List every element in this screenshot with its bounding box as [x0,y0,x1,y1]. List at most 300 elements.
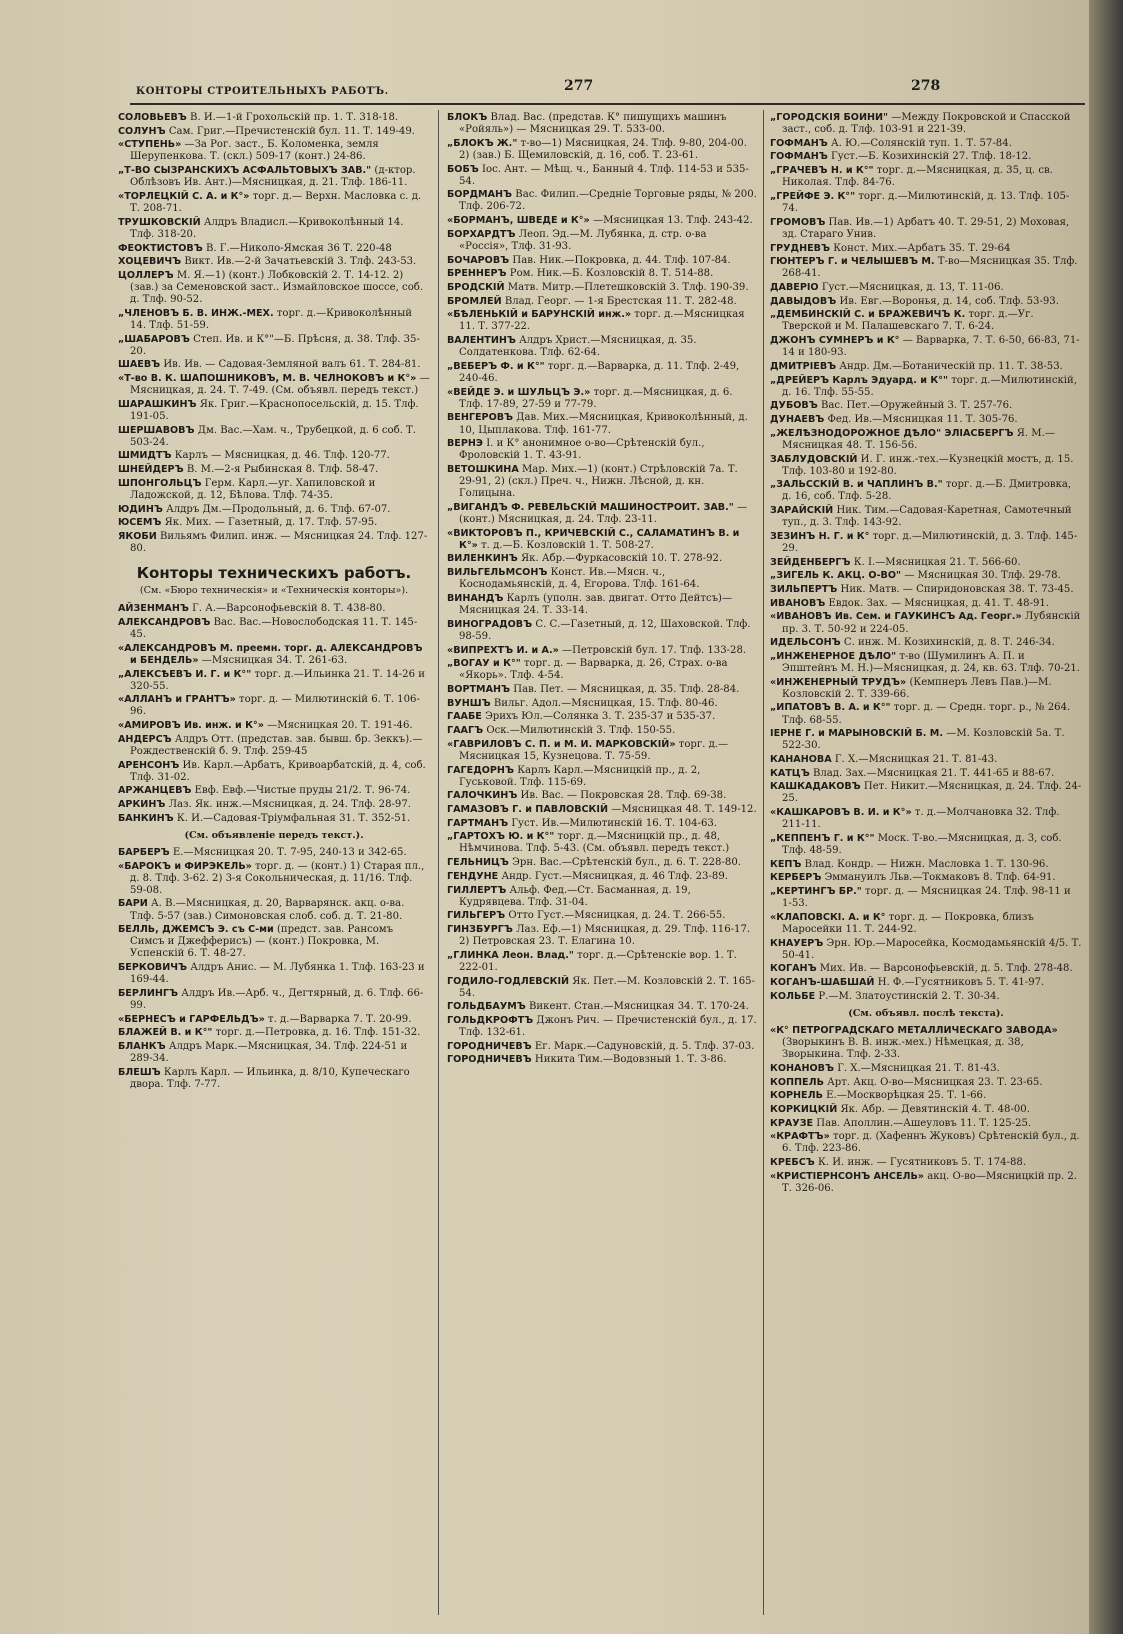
column-divider [763,110,764,1615]
firm-details: К. И.—Садовая-Тріумфальная 31. Т. 352-51. [176,812,411,824]
firm-name: ДУБОВЪ [770,400,818,412]
firm-details: Алдръ Отт. (представ. зав. бывш. бр. Зеккъ).—Рождественскій б. 9. Тлф. 259-45 [130,733,423,757]
listing-entry [770,557,1082,569]
firm-details: Дав. Мих.—Мясницкая, Кривоколѣнный, д. 10, Цыплакова. Тлф. 161-77. [459,412,748,436]
firm-name: БЛАЖЕЙ В. и К°" [118,1027,213,1039]
firm-name: ВЕТОШКИНА [447,464,519,476]
listing-entry [770,191,1082,215]
listing-entry [770,428,1082,452]
firm-details: I. и К° анонимное о-во—Срѣтенскій бул., Фроловскій 1. Т. 43-91. [459,438,705,462]
listing-entry [118,1014,430,1026]
firm-details: торг. д.—Милютинскій, д. 13. Тлф. 105-74. [782,190,1070,215]
listing-entry [447,138,757,162]
listing-entry [447,1054,757,1066]
listing-entry [118,217,430,241]
listing-entry [447,387,757,411]
listing-entry [770,296,1082,308]
listing-entry [447,528,757,552]
firm-name: „ВЕБЕРЪ Ф. и К°" [447,360,545,372]
firm-name: КАШКАДАКОВЪ [770,781,861,793]
firm-details: —За Рог. заст., Б. Коломенка, земля Шерупенкова. Т. (скл.) 509-17 (конт.) 24-86. [130,139,379,163]
firm-name: СОЛОВЬЕВЪ [118,112,187,123]
firm-details: Отто Густ.—Мясницкая, д. 24. Т. 266-55. [508,910,726,922]
firm-details: Матв. Митр.—Плетешковскій 3. Тлф. 190-39. [507,281,749,293]
listing-entry [447,619,757,643]
listing-entry [447,112,757,136]
firm-name: „КЕППЕНЪ Г. и К°" [770,832,875,844]
firm-name: «КРИСТІЕРНСОНЪ АНСЕЛЬ» [770,1170,924,1182]
firm-details: Р.—М. Златоустинскій 2. Т. 30-34. [818,990,1000,1002]
firm-details: В. М.—2-я Рыбинская 8. Тлф. 58-47. [186,464,379,476]
firm-details: торг. д.—Мясницкая 11. Т. 377-22. [459,309,745,333]
running-title: КОНТОРЫ СТРОИТЕЛЬНЫХЪ РАБОТЪ. [136,86,389,97]
firm-details: торг. д. — Варварка, д. 26, Страх. о-ва «Якорь». Тлф. 4-54. [459,658,728,682]
firm-name: ВЕНГЕРОВЪ [447,412,514,424]
firm-details: Алдръ Ив.—Арб. ч., Дегтярный, д. 6. Тлф. 66-99. [130,987,424,1011]
listing-entry [118,126,430,138]
firm-details: Ром. Ник.—Б. Козловскій 8. Т. 514-88. [509,268,714,280]
firm-name: КЕПЪ [770,858,802,870]
firm-details: Леоп. Эд.—М. Лубянка, д. стр. о-ва «Россія», Тлф. 31-93. [459,228,707,252]
listing-entry [447,255,757,267]
firm-name: «АЛЕКСАНДРОВЪ М. преемн. торг. д. АЛЕКСАНДРОВЪ и БЕНДЕЛЬ» [118,642,423,666]
firm-name: ГИЛЬГЕРЪ [447,910,506,922]
firm-name: ЗЕЗИНЪ Н. Г. и К° [770,530,870,542]
advertisement-note: (См. объявл. послѣ текста). [848,1007,1004,1019]
firm-details: Лубянскій пр. 3. Т. 50-92 и 224-05. [782,611,1081,635]
firm-details: Викт. Ив.—2-й Зачатьевскій 3. Тлф. 243-53. [184,256,417,268]
firm-name: ГААГЪ [447,725,484,737]
listing-entry [447,335,757,359]
firm-details: В. Г.—Николо-Ямская 36 Т. 220-48 [205,242,392,254]
firm-details: Дм. Вас.—Хам. ч., Трубецкой, д. 6 соб. Т. 503-24. [130,424,417,448]
listing-entry [118,760,430,784]
firm-name: БОРХАРДТЪ [447,228,516,240]
firm-name: ТРУШКОВСКІЙ [118,216,201,228]
firm-details: т. д.—Варварка 7. Т. 20-99. [268,1013,412,1025]
firm-name: АЙЗЕНМАНЪ [118,603,189,615]
firm-name: „ИПАТОВЪ В. А. и К°" [770,702,891,714]
listing-entry [447,296,757,308]
section-heading: Конторы техническихъ работъ. [136,564,412,583]
listing-entry [118,308,430,332]
firm-details: торг. д.—Мясницкая 15, Кузнецова. Т. 75-59. [459,738,729,762]
firm-name: БАРБЕРЪ [118,846,170,858]
listing-entry [447,553,757,565]
firm-details: Алдръ Христ.—Мясницкая, д. 35. Солдатенкова. Тлф. 62-64. [459,335,697,359]
firm-name: ГРУДНЕВЪ [770,242,830,254]
firm-name: „ГАРТОХЪ Ю. и К°" [447,831,555,843]
firm-details: Степ. Ив. и К°"—Б. Прѣсня, д. 38. Тлф. 35-20. [130,333,420,357]
firm-name: КРАУЗЕ [770,1117,814,1129]
firm-details: Мих. Ив. — Варсонофьевскій, д. 5. Тлф. 278-48. [819,963,1073,975]
firm-details: Пав. Ив.—1) Арбатъ 40. Т. 29-51, 2) Моховая, зд. Стараго Унив. [782,216,1070,240]
listing-entry [118,785,430,797]
firm-name: „КЕРТИНГЪ БР." [770,886,862,898]
listing-entry [447,658,757,682]
listing-entry [118,191,430,215]
listing-entry [118,669,430,693]
firm-details: Г. А.—Варсонофьевскій 8. Т. 438-80. [192,603,386,615]
listing-entry [118,425,430,449]
listing-entry [447,215,757,227]
firm-details: торг. д.—Мясницкая, д. 6. Тлф. 17-89, 27-59 и 77-79. [459,386,733,410]
firm-details: Карлъ — Мясницкая, д. 46. Тлф. 120-77. [174,450,390,462]
firm-name: ГОЛЬДБАУМЪ [447,1001,526,1013]
firm-name: „ВИГАНДЪ Ф. РЕВЕЛЬСКІЙ МАШИНОСТРОИТ. ЗАВ." [447,501,734,513]
listing-entry [447,871,757,883]
firm-details: Мар. Мих.—1) (конт.) Стрѣловскій 7а. Т. 29-91, 2) (скл.) Преч. ч., Нижн. Лѣсной, д. кн. Голицына. [459,464,738,500]
firm-details: торг. д.—Мясницкая, д. 35, ц. св. Николая. Тлф. 84-76. [782,165,1053,189]
firm-details: Вас. Вас.—Новослободская 11. Т. 145-45. [130,616,418,641]
firm-name: ВЕРНЭ [447,438,483,450]
column-divider [438,110,439,1615]
firm-name: КОЛЬБЕ [770,990,816,1002]
firm-name: ВАЛЕНТИНЪ [447,335,516,347]
firm-name: «Т-во В. К. ШАПОШНИКОВЪ, М. В. ЧЕЛНОКОВЪ и К°» [118,373,417,384]
listing-entry [770,375,1082,399]
listing-entry [770,1118,1082,1130]
listing-entry [118,478,430,502]
firm-name: ГОЛЬДКРОФТЪ [447,1015,534,1026]
firm-name: ИВАНОВЪ [770,597,826,609]
firm-details: торг. д.—Варварка, д. 11. Тлф. 2-49, 240-46. [459,360,740,384]
listing-entry [770,702,1082,726]
listing-entry [770,886,1082,910]
header-rule [130,103,1085,105]
firm-name: КЕРБЕРЪ [770,872,822,884]
firm-name: «ГАВРИЛОВЪ С. П. и М. И. МАРКОВСКІЙ» [447,738,676,750]
listing-entry [118,643,430,667]
firm-name: «ВЕЙДЕ Э. и ШУЛЬЦЪ Э.» [447,386,591,398]
listing-entry [770,243,1082,255]
firm-name: КОНАНОВЪ [770,1062,834,1074]
firm-name: ЗАРАЙСКІЙ [770,505,834,517]
firm-name: „ШАБАРОВЪ [118,333,190,345]
listing-entry [447,502,757,526]
firm-details: Евдок. Зах. — Мясницкая, д. 41. Т. 48-91. [828,597,1050,609]
listing-entry [118,898,430,922]
firm-name: АРЖАНЦЕВЪ [118,785,192,797]
firm-name: «К° ПЕТРОГРАДСКАГО МЕТАЛЛИЧЕСКАГО ЗАВОДА» [770,1025,1058,1036]
firm-name: БЛОКЪ [447,112,488,123]
firm-name: БОРДМАНЪ [447,189,513,201]
firm-name: ГЮНТЕРЪ Г. и ЧЕЛЫШЕВЪ М. [770,256,935,268]
firm-details: Н. Ф.—Гусятниковъ 5. Т. 41-97. [877,977,1045,989]
listing-entry [118,799,430,811]
firm-name: КАТЦЪ [770,767,810,779]
book-gutter-shadow [1089,0,1123,1634]
listing-entry [118,399,430,423]
firm-name: ВУНШЪ [447,697,491,709]
firm-details: (Кемпнеръ Левъ Пав.)—М. Козловскій 2. Т. 339-66. [782,676,1052,700]
firm-details: Т-во—Мясницкая 35. Тлф. 268-41. [782,256,1078,280]
firm-details: акц. О-во—Мясницкій пр. 2. Т. 326-06. [782,1170,1077,1194]
firm-details: —Петровскій бул. 17. Тлф. 133-28. [562,644,747,656]
listing-entry [770,728,1082,752]
firm-details: И. Г. инж.-тех.—Кузнецкій мостъ, д. 15. Тлф. 103-80 и 192-80. [782,453,1074,477]
firm-name: «БОРМАНЪ, ШВЕДЕ и К°» [447,215,590,227]
firm-name: ДУНАЕВЪ [770,414,825,426]
listing-entry [447,910,757,922]
listing-entry [447,818,757,830]
firm-details: т. д.—Молчановка 32. Тлф. 211-11. [782,807,1060,831]
firm-details: торг. д.—Срѣтенскіе вор. 1. Т. 222-01. [459,949,737,973]
listing-entry [118,1067,430,1091]
firm-name: ЗАБЛУДОВСКІЙ [770,453,858,465]
listing-entry [770,151,1082,163]
firm-details: — Мясницкая 30. Тлф. 29-78. [904,570,1061,582]
listing-entry [770,1025,1082,1061]
firm-name: «ТОРЛЕЦКІЙ С. А. и К°» [118,190,250,202]
firm-details: Густ.—Б. Козихинскій 27. Тлф. 18-12. [831,151,1032,163]
firm-name: ГОРОДНИЧЕВЪ [447,1054,532,1066]
listing-entry [770,677,1082,701]
listing-entry [118,1027,430,1039]
listing-entry [770,938,1082,962]
firm-details: Ив. Евг.—Воронья, д. 14, соб. Тлф. 53-93. [839,295,1059,307]
firm-details: Карлъ (уполн. зав. двигат. Отто Дейтсъ)—Мясницкая 24. Т. 33-14. [459,592,733,617]
listing-entry [770,138,1082,150]
firm-name: КОРКИЦКІЙ [770,1103,838,1115]
firm-name: „АЛЕКСѢЕВЪ И. Г. и К°" [118,668,252,680]
firm-name: ШАРАШКИНЪ [118,398,197,410]
firm-name: БЛЕШЪ [118,1066,161,1078]
listing-entry [770,531,1082,555]
firm-details: Андр. Густ.—Мясницкая, д. 46 Тлф. 23-89. [501,870,728,882]
firm-name: „ДЕМБИНСКІЙ С. и БРАЖЕВИЧЪ К. [770,309,966,321]
firm-details: —(конт.) Мясницкая, д. 24. Тлф. 23-11. [459,501,748,525]
listing-entry [447,950,757,974]
listing-entry [118,847,430,859]
listing-entry [770,414,1082,426]
firm-name: СОЛУНЪ [118,125,166,137]
listing-entry [447,739,757,763]
listing-entry [118,988,430,1012]
listing-entry [118,450,430,462]
firm-name: БРОДСКІЙ [447,281,505,293]
firm-name: КАНАНОВА [770,754,832,765]
firm-name: БРОМЛЕЙ [447,295,502,307]
listing-entry [770,637,1082,649]
firm-details: Моск. Т-во.—Мясницкая, д. 3, соб. Тлф. 48-59. [782,832,1062,857]
firm-details: т. д.—Б. Козловскій 1. Т. 508-27. [481,539,654,551]
firm-details: Г. Х.—Мясницкая 21. Т. 81-43. [837,1062,1000,1074]
listing-entry [447,361,757,385]
firm-details: В. И.—1-й Грохольскій пр. 1. Т. 318-18. [190,112,399,123]
firm-name: „ГОРОДСКІЯ БОЙНИ" [770,112,889,123]
firm-name: „ДРЕЙЕРЪ Карлъ Эдуард. и К°" [770,374,948,386]
listing-entry [770,991,1082,1003]
firm-name: „ЗАЛЬССКІЙ В. и ЧАПЛИНЪ В." [770,479,943,491]
listing-entry [770,1131,1082,1155]
firm-name: БЕЛЛЬ, ДЖЕМСЪ Э. съ С-ми [118,924,274,936]
firm-details: Як. Абр.—Фуркасовскій 10. Т. 278-92. [521,553,723,565]
firm-details: К. И. инж. — Гусятниковъ 5. Т. 174-88. [818,1157,1027,1169]
listing-entry [447,1001,757,1013]
listing-entry [447,593,757,617]
firm-details: Вильг. Адол.—Мясницкая, 15. Тлф. 80-46. [493,697,718,709]
firm-name: ХОЦЕВИЧЪ [118,256,182,268]
listing-entry [770,217,1082,241]
listing-entry [118,603,430,615]
listing-entry [770,256,1082,280]
firm-name: ЯКОБИ [118,530,157,542]
firm-name: ВИНОГРАДОВЪ [447,618,533,630]
firm-details: —М. Козловскій 5а. Т. 522-30. [782,728,1065,752]
firm-details: С. С.—Газетный, д. 12, Шаховской. Тлф. 98-59. [459,618,751,642]
listing-entry [770,165,1082,189]
firm-details: С. инж. М. Козихинскій, д. 8. Т. 246-34. [843,637,1055,649]
firm-details: торг. д.—Уг. Тверской и М. Палашевскаго 7. Т. 6-24. [782,309,1034,333]
listing-entry [447,765,757,789]
firm-name: БОЧАРОВЪ [447,254,510,266]
firm-details: —Мясницкая 34. Т. 261-63. [201,654,348,666]
firm-details: Лаз. Як. инж.—Мясницкая, д. 24. Тлф. 28-97. [168,799,411,810]
firm-name: «ИНЖЕНЕРНЫЙ ТРУДЪ» [770,676,907,688]
firm-name: „ГРЕЙФЕ Э. К°" [770,190,856,202]
firm-name: ШНЕЙДЕРЪ [118,464,184,476]
listing-entry [447,464,757,500]
firm-name: КНАУЕРЪ [770,937,824,949]
listing-entry [118,165,430,189]
firm-details: Лаз. Еф.—1) Мясницкая, д. 29. Тлф. 116-17. 2) Петровская 23. Т. Елагина 10. [459,923,751,948]
listing-entry [447,711,757,723]
column-2 [447,112,757,1622]
firm-details: Пав. Аполлин.—Ашеуловъ 11. Т. 125-25. [816,1117,1032,1129]
listing-entry [447,567,757,591]
firm-name: КРЕБСЪ [770,1157,815,1169]
firm-name: АЛЕКСАНДРОВЪ [118,616,211,628]
firm-name: БОБЪ [447,163,479,175]
listing-entry [118,813,430,825]
listing-entry [770,611,1082,635]
firm-name: ВОРТМАНЪ [447,683,511,695]
firm-details: торг. д.—Петровка, д. 16. Тлф. 151-32. [215,1027,421,1039]
firm-details: Густ. Ив.—Милютинскій 16. Т. 104-63. [511,817,717,829]
firm-details: Вильямъ Филип. инж. — Мясницкая 24. Тлф. 127-80. [130,530,428,554]
firm-name: ФЕОКТИСТОВЪ [118,242,203,254]
listing-entry [770,963,1082,975]
listing-entry [770,807,1082,831]
listing-entry [118,962,430,986]
firm-details: торг. д.—Милютинскій, д. 3. Тлф. 145-29. [782,530,1078,554]
firm-name: ГЕЛЬНИЦЪ [447,857,509,869]
firm-details: Никита Тим.—Водовзный 1. Т. 3-86. [534,1054,727,1066]
firm-details: Сам. Григ.—Пречистенскій бул. 11. Т. 149-49. [168,125,415,137]
firm-details: торг. д.—Милютинскій, д. 16. Тлф. 55-55. [782,374,1077,398]
listing-entry [118,256,430,268]
firm-details: торг. д.— Верхн. Масловка с. д. Т. 208-71. [130,190,422,215]
firm-details: торг. д. — Покровка, близъ Маросейки 11. Т. 244-92. [782,911,1034,935]
page-number-right: 278 [911,78,941,94]
firm-details: Ив. Карл.—Арбатъ, Кривоарбатскій, д. 4, соб. Тлф. 31-02. [130,759,426,783]
listing-entry [447,412,757,436]
listing-entry [770,977,1082,989]
firm-name: „ГЛИНКА Леон. Влад." [447,949,574,961]
firm-details: Андр. Дм.—Ботаническій пр. 11. Т. 38-53. [839,360,1063,372]
firm-details: Як. Мих. — Газетный, д. 17. Тлф. 57-95. [164,517,378,529]
listing-entry [447,645,757,657]
listing-entry [770,1171,1082,1195]
firm-name: ГАГЕДОРНЪ [447,764,514,776]
firm-details: торг. д.—Мясницкій пр., д. 48, Нѣмчинова. Тлф. 5-43. (См. объявл. передъ текст.) [459,831,730,855]
firm-name: ГАМАЗОВЪ Г. и ПАВЛОВСКІЙ [447,803,608,815]
firm-name: БЕРЛИНГЪ [118,987,179,999]
firm-details: Ив. Вас. — Покровская 28. Тлф. 69-38. [520,790,727,802]
firm-name: „Т-ВО СЫЗРАНСКИХЪ АСФАЛЬТОВЫХЪ ЗАВ." [118,165,372,177]
firm-name: ДАВЕРІО [770,281,819,293]
firm-details: торг. д. — (конт.) 1) Старая пл., д. 8. Тлф. 3-62. 2) 3-я Сокольническая, д. 11/16. Тлф. 59-08. [130,860,425,896]
firm-details: т-во—1) Мясницкая, 24. Тлф. 9-80, 204-00. 2) (зав.) Б. Щемиловскій, д. 16, соб. Т. 23-61. [459,137,747,161]
firm-details: торг. д. — Милютинскій 6. Т. 106-96. [130,694,420,718]
page-header [130,76,1090,100]
listing-entry [118,464,430,476]
listing-entry [118,139,430,163]
firm-name: БАРИ [118,898,148,910]
firm-details: Арт. Акц. О-во—Мясницкая 23. Т. 23-65. [827,1076,1043,1088]
firm-name: ГИЛЛЕРТЪ [447,884,507,896]
firm-name: ГААБЕ [447,711,482,723]
firm-name: ГАЛОЧКИНЪ [447,790,518,802]
listing-entry [118,112,430,124]
firm-name: ЗЕЙДЕНБЕРГЪ [770,556,851,568]
listing-entry [770,361,1082,373]
firm-name: АРЕНСОНЪ [118,759,180,771]
firm-name: ДАВЫДОВЪ [770,295,837,307]
listing-entry [770,598,1082,610]
firm-name: КОППЕЛЬ [770,1076,824,1088]
listing-entry [447,976,757,1000]
firm-details: Вас. Пет.—Оружейный 3. Т. 257-76. [820,400,1013,412]
listing-entry [770,1063,1082,1075]
listing-entry [447,725,757,737]
firm-details: Эммануилъ Льв.—Токмаковъ 8. Тлф. 64-91. [824,872,1056,884]
firm-details: —Мясницкая 20. Т. 191-46. [267,720,413,732]
firm-name: «АМИРОВЪ Ив. инж. и К°» [118,720,264,732]
firm-name: «БАРОКЪ и ФИРЭКЕЛЬ» [118,860,252,872]
firm-name: „ЧЛЕНОВЪ Б. В. ИНЖ.-МЕХ. [118,307,274,319]
listing-entry [118,531,430,555]
firm-details: Пет. Никит.—Мясницкая, д. 24. Тлф. 24-25. [782,781,1082,805]
firm-name: ШЕРШАВОВЪ [118,424,195,436]
listing-entry [447,1015,757,1039]
firm-name: ГОФМАНЪ [770,137,828,149]
firm-name: ШПОНГОЛЬЦЪ [118,477,202,489]
listing-entry [770,335,1082,359]
firm-details: Е.—Мясницкая 20. Т. 7-95, 240-13 и 342-65. [172,846,407,858]
firm-name: ЗИЛЬПЕРТЪ [770,584,838,596]
firm-details: Г. Х.—Мясницкая 21. Т. 81-43. [834,754,998,765]
firm-name: „ВОГАУ и К°" [447,658,521,670]
listing-entry [447,189,757,213]
firm-details: Герм. Карл.—уг. Хапиловской и Ладожской, д. 12, Бѣлова. Тлф. 74-35. [130,477,376,501]
firm-name: ГОРОДНИЧЕВЪ [447,1040,532,1052]
listing-entry [770,781,1082,805]
listing-entry [118,924,430,960]
listing-entry [770,1157,1082,1169]
firm-name: ВИЛЬГЕЛЬМСОНЪ [447,567,548,579]
firm-name: КОГАНЪ-ШАБШАЙ [770,977,875,989]
listing-entry [770,570,1082,582]
listing-entry [447,309,757,333]
listing-entry [770,400,1082,412]
firm-name: «ИВАНОВЪ Ив. Сем. и ГАУКИНСЪ Ад. Георг.» [770,611,1022,623]
firm-details: Оск.—Милютинскій 3. Тлф. 150-55. [486,725,676,737]
listing-entry [770,1090,1082,1102]
firm-name: „БЛОКЪ Ж." [447,137,518,149]
firm-details: торг. д.—Б. Дмитровка, д. 16, соб. Тлф. 5-28. [782,479,1072,503]
